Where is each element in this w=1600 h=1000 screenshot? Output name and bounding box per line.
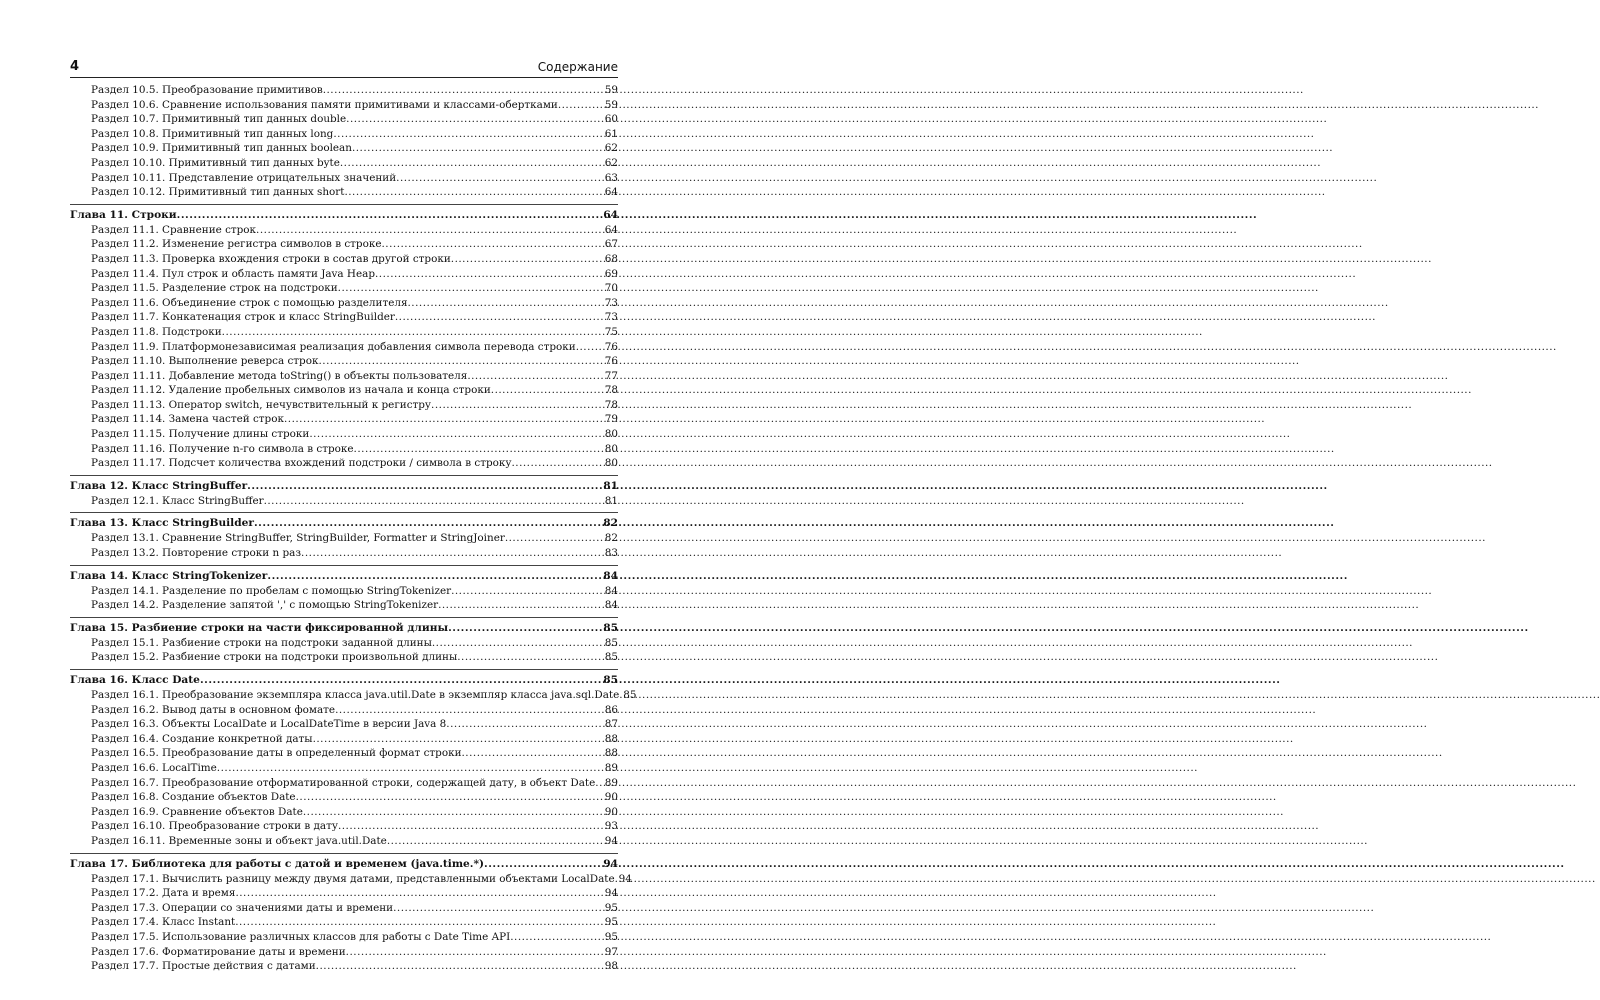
dot-leader [505, 531, 605, 546]
toc-entry-page: 60 [604, 113, 618, 126]
toc-entry-title: Раздел 11.15. Получение длины строки [91, 428, 310, 441]
toc-entry-title: Раздел 11.13. Оператор switch, нечувствительный к регистру [91, 398, 432, 411]
toc-entry-title: Раздел 11.6. Объединение строк с помощью разделителя [91, 296, 408, 309]
dot-leader [222, 325, 605, 340]
dot-leader [318, 354, 604, 369]
toc-section-entry [70, 494, 618, 509]
toc-section-entry [70, 83, 618, 98]
toc-entry-page: 90 [604, 791, 618, 804]
toc-entry-page: 94 [604, 834, 618, 847]
toc-chapter-entry [70, 512, 618, 531]
toc-entry-title: Раздел 16.2. Вывод даты в основном фомате [91, 703, 336, 716]
toc-chapter-entry [70, 617, 618, 636]
toc-entry-title: Глава 16. Класс Date [70, 674, 200, 686]
toc-entry-title: Глава 15. Разбиение строки на части фиксированной длины [70, 621, 449, 634]
toc-entry-page: 69 [604, 267, 618, 280]
toc-entry-page: 94 [604, 887, 618, 900]
toc-entry-page: 90 [604, 805, 618, 818]
toc-chapter-entry [70, 475, 618, 494]
dot-leader [354, 442, 605, 457]
toc-entry-page: 94 [603, 857, 618, 870]
toc-section-entry [70, 688, 637, 703]
toc-section-entry [70, 156, 618, 171]
toc-entry-title: Раздел 10.10. Примитивный тип данных byte [91, 156, 340, 169]
toc-entry-title: Раздел 11.14. Замена частей строк [91, 413, 284, 426]
toc-entry-page: 81 [603, 479, 618, 492]
toc-section-entry [70, 456, 618, 471]
toc-entry-title: Раздел 16.7. Преобразование отформатированной строки, содержащей дату, в объект Date [91, 776, 596, 789]
toc-entry-title: Раздел 11.10. Выполнение реверса строк [91, 355, 319, 368]
toc-entry-title: Раздел 13.2. Повторение строки n раз [91, 547, 302, 560]
toc-section-entry [70, 915, 618, 930]
dot-leader [316, 959, 605, 974]
dot-leader [393, 901, 605, 916]
toc-entry-page: 82 [604, 532, 618, 545]
toc-section-entry [70, 412, 618, 427]
toc-entry-title: Раздел 15.2. Разбиение строки на подстроки произвольной длины [91, 651, 458, 664]
toc-section-entry [70, 237, 618, 252]
dot-leader [595, 776, 605, 791]
toc-entry-title: Раздел 10.11. Представление отрицательных значений [91, 171, 397, 184]
toc-entry-title: Раздел 16.3. Объекты LocalDate и LocalDateTime в версии Java 8 [91, 718, 447, 731]
toc-entry-page: 87 [604, 718, 618, 731]
toc-entry-title: Раздел 11.5. Разделение строк на подстроки [91, 282, 338, 295]
toc-chapter-entry [70, 204, 618, 223]
toc-entry-page: 85 [604, 636, 618, 649]
toc-chapter-entry [70, 853, 618, 872]
toc-section-entry [70, 185, 618, 200]
toc-entry-page: 95 [604, 916, 618, 929]
toc-entry-page: 62 [604, 142, 618, 155]
toc-section-entry [70, 252, 618, 267]
dot-leader [467, 369, 604, 384]
toc-section-entry [70, 325, 618, 340]
toc-entry-title: Глава 14. Класс StringTokenizer [70, 569, 268, 582]
toc-section-entry [70, 819, 618, 834]
dot-leader [301, 546, 605, 561]
dot-leader [451, 584, 605, 599]
dot-leader [396, 171, 605, 186]
toc-section-entry [70, 746, 618, 761]
toc-section-entry [70, 805, 618, 820]
dot-leader [457, 650, 605, 665]
toc-entry-page: 73 [604, 296, 618, 309]
toc-entry-title: Раздел 10.6. Сравнение использования памяти примитивами и классами-обертками [91, 98, 558, 111]
toc-entry-page: 85 [623, 689, 637, 701]
toc-entry-title: Раздел 12.1. Класс StringBuffer [91, 494, 264, 507]
dot-leader [558, 98, 605, 113]
toc-entry-page: 94 [618, 872, 632, 885]
dot-leader [177, 205, 604, 225]
toc-entry-page: 77 [604, 369, 618, 382]
toc-section-entry [70, 223, 618, 238]
toc-entry-page: 82 [603, 517, 618, 530]
toc-entry-title: Раздел 11.7. Конкатенация строк и класс StringBuilder [91, 311, 395, 324]
toc-entry-title: Раздел 17.1. Вычислить разницу между двумя датами, представленными объектами LocalDate [91, 872, 615, 885]
dot-leader [309, 427, 604, 442]
toc-section-entry [70, 776, 618, 791]
toc-entry-page: 86 [604, 703, 618, 716]
toc-entry-page: 80 [604, 442, 618, 455]
toc-section-entry [70, 281, 618, 296]
toc-entry-title: Глава 12. Класс StringBuffer [70, 479, 248, 492]
toc-section-entry [70, 383, 618, 398]
toc-entry-page: 85 [603, 621, 618, 634]
toc-entry-title: Раздел 10.12. Примитивный тип данных short [91, 186, 345, 199]
toc-section-entry [70, 872, 632, 887]
toc-entry-title: Раздел 11.2. Изменение регистра символов в строке [91, 238, 382, 251]
toc-section-entry [70, 442, 618, 457]
toc-section-entry [70, 141, 618, 156]
toc-section-entry [70, 703, 618, 718]
dot-leader [387, 834, 605, 849]
toc-entry-page: 62 [604, 156, 618, 169]
toc-entry-title: Раздел 11.4. Пул строк и область памяти Java Heap [91, 267, 375, 280]
toc-entry-page: 80 [604, 457, 618, 470]
toc-entry-page: 98 [604, 960, 618, 973]
toc-section-entry [70, 761, 618, 776]
toc-entry-page: 88 [604, 732, 618, 745]
toc-entry-title: Раздел 11.3. Проверка вхождения строки в состав другой строки [91, 252, 451, 265]
toc-entry-title: Раздел 17.4. Класс Instant [91, 916, 236, 929]
toc-section-entry [70, 732, 618, 747]
dot-leader [267, 566, 603, 586]
toc-entry-page: 85 [603, 674, 618, 686]
toc-entry-title: Раздел 17.3. Операции со значениями даты и времени [91, 901, 394, 914]
toc-entry-page: 76 [604, 340, 618, 353]
toc-section-entry [70, 398, 618, 413]
toc-entry-title: Раздел 16.8. Создание объектов Date [91, 791, 296, 804]
toc-section-entry [70, 267, 618, 282]
toc-entry-page: 79 [604, 413, 618, 426]
dot-leader [235, 915, 605, 930]
dot-leader [346, 945, 605, 960]
toc-entry-page: 73 [604, 311, 618, 324]
toc-section-entry [70, 930, 618, 945]
toc-entry-title: Раздел 17.6. Форматирование даты и времени [91, 945, 346, 958]
table-of-contents [70, 83, 637, 974]
running-title: Содержание [537, 60, 618, 74]
toc-entry-page: 61 [604, 127, 618, 140]
dot-leader [511, 456, 604, 471]
toc-entry-page: 95 [604, 901, 618, 914]
toc-entry-title: Глава 17. Библиотека для работы с датой и временем (java.time.*) [70, 857, 485, 870]
dot-leader [338, 281, 605, 296]
toc-entry-page: 89 [604, 776, 618, 789]
toc-entry-title: Раздел 11.11. Добавление метода toString() в объекты пользователя [91, 369, 468, 382]
toc-entry-title: Раздел 16.10. Преобразование строки в дату [91, 820, 338, 833]
toc-entry-title: Раздел 13.1. Сравнение StringBuffer, StringBuilder, Formatter и StringJoiner [91, 532, 505, 545]
toc-entry-page: 88 [604, 747, 618, 760]
dot-leader [484, 854, 603, 874]
toc-entry-page: 84 [604, 584, 618, 597]
toc-section-entry [70, 427, 618, 442]
toc-entry-page: 63 [604, 171, 618, 184]
dot-leader [200, 670, 603, 690]
toc-section-entry [70, 636, 618, 651]
dot-leader [431, 398, 605, 413]
dot-leader [303, 805, 605, 820]
dot-leader [446, 717, 604, 732]
toc-entry-title: Раздел 10.9. Примитивный тип данных boolean [91, 142, 352, 155]
page-header [70, 59, 618, 78]
dot-leader [346, 112, 605, 127]
dot-leader [381, 237, 604, 252]
dot-leader [395, 310, 605, 325]
toc-entry-title: Раздел 16.4. Создание конкретной даты [91, 732, 313, 745]
dot-leader [375, 267, 605, 282]
dot-leader [335, 703, 605, 718]
dot-leader [217, 761, 605, 776]
toc-entry-title: Раздел 11.9. Платформонезависимая реализация добавления символа перевода строки [91, 340, 576, 353]
dot-leader [264, 494, 605, 509]
toc-entry-title: Раздел 17.7. Простые действия с датами [91, 960, 316, 973]
toc-entry-title: Раздел 10.8. Примитивный тип данных long [91, 127, 334, 140]
toc-entry-page: 67 [604, 238, 618, 251]
toc-entry-title: Раздел 11.8. Подстроки [91, 325, 222, 338]
toc-entry-title: Раздел 17.2. Дата и время [91, 887, 236, 900]
page-number: 4 [70, 59, 80, 74]
dot-leader [254, 513, 603, 533]
toc-entry-title: Раздел 16.5. Преобразование даты в определенный формат строки [91, 747, 462, 760]
dot-leader [323, 83, 605, 98]
toc-entry-title: Раздел 17.5. Использование различных классов для работы с Date Time API [91, 930, 511, 943]
dot-leader [462, 746, 605, 761]
toc-section-entry [70, 340, 618, 355]
toc-entry-title: Раздел 14.1. Разделение по пробелам с помощью StringTokenizer [91, 584, 452, 597]
toc-entry-title: Раздел 11.16. Получение n-го символа в строке [91, 442, 354, 455]
toc-entry-title: Раздел 14.2. Разделение запятой ',' с помощью StringTokenizer [91, 599, 439, 612]
toc-section-entry [70, 598, 618, 613]
toc-section-entry [70, 369, 618, 384]
toc-entry-page: 75 [604, 325, 618, 338]
toc-entry-title: Раздел 16.1. Преобразование экземпляра класса java.util.Date в экземпляр класса java.sql.Date [91, 689, 620, 701]
dot-leader [313, 732, 605, 747]
dot-leader [247, 476, 603, 496]
toc-entry-title: Раздел 16.11. Временные зоны и объект java.util.Date [91, 834, 387, 847]
toc-entry-page: 84 [604, 599, 618, 612]
dot-leader [451, 252, 605, 267]
dot-leader [340, 156, 605, 171]
dot-leader [438, 598, 605, 613]
toc-entry-page: 64 [604, 223, 618, 236]
toc-entry-page: 85 [604, 651, 618, 664]
dot-leader [338, 819, 605, 834]
toc-entry-title: Глава 13. Класс StringBuilder [70, 517, 254, 530]
dot-leader [510, 930, 605, 945]
dot-leader [448, 618, 603, 638]
dot-leader [432, 636, 605, 651]
toc-entry-title: Раздел 16.6. LocalTime [91, 761, 217, 774]
toc-section-entry [70, 112, 618, 127]
toc-entry-page: 93 [604, 820, 618, 833]
toc-entry-title: Раздел 16.9. Сравнение объектов Date [91, 805, 303, 818]
toc-entry-title: Раздел 11.1. Сравнение строк [91, 223, 257, 236]
dot-leader [491, 383, 605, 398]
toc-entry-page: 83 [604, 547, 618, 560]
toc-entry-page: 81 [604, 494, 618, 507]
toc-section-entry [70, 886, 618, 901]
toc-section-entry [70, 354, 618, 369]
toc-chapter-entry [70, 565, 618, 584]
toc-entry-page: 70 [604, 282, 618, 295]
dot-leader [576, 340, 605, 355]
toc-entry-page: 89 [604, 761, 618, 774]
toc-entry-page: 97 [604, 945, 618, 958]
document-page [0, 0, 682, 1000]
toc-entry-title: Раздел 11.12. Удаление пробельных символов из начала и конца строки [91, 384, 491, 397]
dot-leader [235, 886, 604, 901]
toc-entry-page: 84 [603, 569, 618, 582]
toc-entry-page: 78 [604, 398, 618, 411]
toc-section-entry [70, 171, 618, 186]
toc-section-entry [70, 650, 618, 665]
toc-entry-page: 95 [604, 930, 618, 943]
toc-entry-page: 59 [604, 84, 618, 96]
dot-leader [333, 127, 604, 142]
toc-entry-page: 80 [604, 428, 618, 441]
toc-chapter-entry [70, 669, 618, 688]
toc-section-entry [70, 790, 618, 805]
toc-section-entry [70, 717, 618, 732]
toc-entry-page: 68 [604, 252, 618, 265]
toc-section-entry [70, 98, 618, 113]
toc-entry-page: 59 [604, 98, 618, 111]
toc-entry-title: Раздел 10.7. Примитивный тип данных double [91, 113, 347, 126]
dot-leader [296, 790, 605, 805]
dot-leader [344, 185, 604, 200]
toc-entry-page: 64 [603, 208, 618, 221]
toc-section-entry [70, 531, 618, 546]
toc-section-entry [70, 127, 618, 142]
toc-entry-title: Раздел 10.5. Преобразование примитивов [91, 84, 323, 96]
toc-entry-title: Раздел 11.17. Подсчет количества вхождений подстроки / символа в строку [91, 457, 512, 470]
dot-leader [352, 141, 605, 156]
toc-section-entry [70, 901, 618, 916]
toc-section-entry [70, 546, 618, 561]
dot-leader [408, 296, 605, 311]
toc-section-entry [70, 296, 618, 311]
toc-section-entry [70, 834, 618, 849]
toc-section-entry [70, 310, 618, 325]
toc-entry-page: 76 [604, 355, 618, 368]
toc-section-entry [70, 959, 618, 974]
toc-entry-page: 64 [604, 186, 618, 199]
toc-section-entry [70, 945, 618, 960]
toc-entry-page: 78 [604, 384, 618, 397]
toc-entry-title: Раздел 15.1. Разбиение строки на подстроки заданной длины [91, 636, 432, 649]
dot-leader [284, 412, 605, 427]
dot-leader [256, 223, 605, 238]
toc-section-entry [70, 584, 618, 599]
toc-entry-title: Глава 11. Строки [70, 208, 177, 221]
